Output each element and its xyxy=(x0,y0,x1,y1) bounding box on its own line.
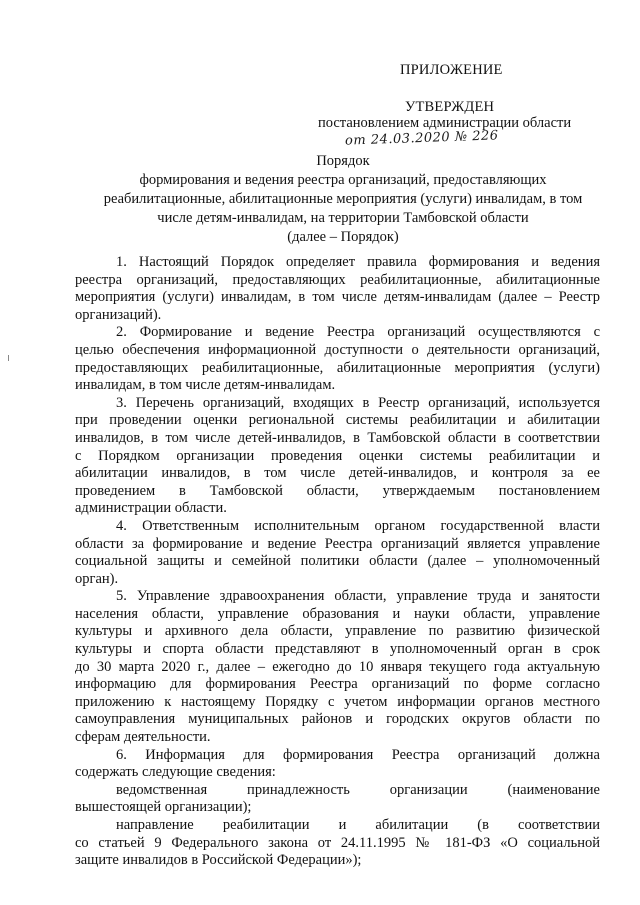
body-line: культуры и архивного дела области, управление по развитию физической xyxy=(75,623,600,640)
body-line: реестра организаций, предоставляющих реабилитационные, абилитационные xyxy=(75,271,600,288)
title-line: числе детям-инвалидам, на территории Тамбовской области xyxy=(157,210,529,226)
body-line: со статьей 9 Федерального закона от 24.11.1995 № 181-ФЗ «О социальной xyxy=(75,834,600,851)
body-line: мероприятия (услуги) инвалидам, в том числе детям-инвалидам (далее – Реестр xyxy=(75,289,600,306)
document-body xyxy=(75,254,600,870)
margin-mark xyxy=(8,355,9,361)
body-line: населения области, управление образования и науки области, управление xyxy=(75,605,600,622)
body-line: абилитации инвалидов, в том числе детей-инвалидов, и контроля за ее xyxy=(75,465,600,482)
title-line: реабилитационные, абилитационные мероприятия (услуги) инвалидам, в том xyxy=(103,191,583,207)
body-line: проведением в Тамбовской области, утверждаемым постановлением xyxy=(75,482,600,499)
body-line: защите инвалидов в Российской Федерации»); xyxy=(75,852,362,869)
body-line: до 30 марта 2020 г., далее – ежегодно до 10 января текущего года актуальную xyxy=(75,658,600,675)
title-line: формирования и ведения реестра организаций, предоставляющих xyxy=(139,172,547,188)
body-line: социальной защиты и семейной политики области (далее – уполномоченный xyxy=(75,553,600,570)
handwritten-date-number: от 24.03.2020 № 226 xyxy=(344,128,499,149)
body-line: при проведении оценки региональной системы реабилитации и абилитации xyxy=(75,412,600,429)
body-line: организаций). xyxy=(75,306,162,323)
title-line: Порядок xyxy=(316,153,370,169)
body-line: 4. Ответственным исполнительным органом государственной власти xyxy=(116,517,600,534)
body-line: инвалидов, в том числе детей-инвалидов, в Тамбовской области в соответствии xyxy=(75,429,600,446)
body-line: культуры и спорта области представляют в уполномоченный орган в срок xyxy=(75,641,600,658)
appendix-heading: ПРИЛОЖЕНИЕ xyxy=(400,62,503,78)
body-line: направление реабилитации и абилитации (в соответствии xyxy=(116,817,600,833)
body-line: инвалидам, в том числе детям-инвалидам. xyxy=(75,377,336,394)
body-line: самоуправления муниципальных районов и городских округов области по xyxy=(75,711,600,728)
body-line: 3. Перечень организаций, входящих в Реестр организаций, используется xyxy=(116,394,600,411)
body-line: 2. Формирование и ведение Реестра организаций осуществляются с xyxy=(116,324,600,341)
body-line: информацию для формирования Реестра организаций по форме согласно xyxy=(75,676,600,693)
body-line: приложению к настоящему Порядку с учетом информации органов местного xyxy=(75,693,600,710)
body-line: вышестоящей организации); xyxy=(75,799,252,816)
body-line: сферам деятельности. xyxy=(75,729,211,746)
approved-heading: УТВЕРЖДЕН xyxy=(405,99,495,115)
body-line: содержать следующие сведения: xyxy=(75,764,276,781)
body-line: с Порядком организации проведения оценки системы реабилитации и xyxy=(75,447,600,464)
document-title xyxy=(80,152,606,247)
body-line: области за формирование и ведение Реестра организаций является управление xyxy=(75,535,600,552)
body-line: 6. Информация для формирования Реестра организаций должна xyxy=(116,746,600,763)
body-line: орган). xyxy=(75,570,119,587)
body-line: предоставляющих реабилитационные, абилитационные мероприятия (услуги) xyxy=(75,359,600,376)
body-line: ведомственная принадлежность организации (наименование xyxy=(116,781,600,798)
body-line: 1. Настоящий Порядок определяет правила формирования и ведения xyxy=(116,254,600,270)
title-line: (далее – Порядок) xyxy=(287,229,399,245)
decree-line: постановлением администрации области xyxy=(318,115,572,131)
body-line: 5. Управление здравоохранения области, управление труда и занятости xyxy=(116,588,600,605)
body-line: администрации области. xyxy=(75,500,227,517)
body-line: целью обеспечения информационной доступности о деятельности организаций, xyxy=(75,341,600,358)
